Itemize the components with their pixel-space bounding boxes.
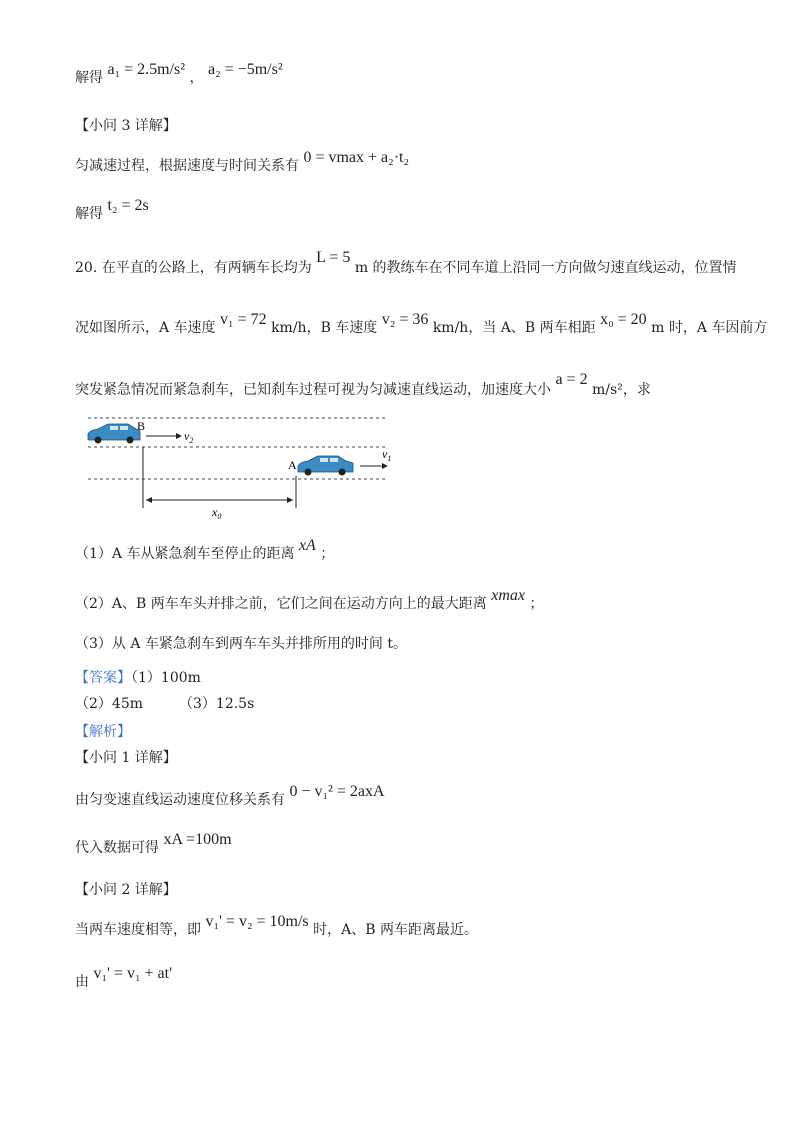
arrow-v1-head [382, 463, 388, 469]
text: （1）100m [131, 670, 201, 686]
text: 时，A、B 两车距离最近。 [313, 922, 478, 938]
text: m 的教练车在不同车道上沿同一方向做匀速直线运动，位置情 [354, 260, 737, 276]
car-b-icon [88, 424, 140, 444]
answer-line-2 [75, 694, 254, 714]
text: km/h，B 车速度 [271, 320, 378, 336]
text: （1）A 车从紧急刹车至停止的距离 [75, 546, 295, 562]
text: m 时，A 车因前方 [651, 320, 768, 336]
text: m/s²，求 [592, 382, 651, 398]
formula-v2: v₂ = 36 [381, 311, 429, 328]
label-x0-sub: 0 [217, 512, 222, 521]
text: ； [529, 596, 544, 612]
question-part-1 [75, 537, 335, 564]
arrow-v2-head [176, 433, 182, 439]
text: 代入数据可得 [75, 840, 159, 856]
formula-a1: a₁ = 2.5m/s² [107, 61, 186, 78]
sub2-header: 【小问 2 详解】 [75, 882, 177, 898]
text: km/h，当 A、B 两车相距 [432, 320, 596, 336]
sub2-line-1 [75, 913, 478, 940]
label-a: A [288, 458, 297, 472]
sub1-line-1 [75, 783, 385, 810]
formula-L: L = 5 [316, 249, 351, 266]
formula-xA: xA [298, 537, 316, 554]
formula-eq1: 0 − v₁² = 2axA [289, 783, 385, 800]
text: 突发紧急情况而紧急刹车，已知刹车过程可视为匀减速直线运动，加速度大小 [75, 382, 551, 398]
car-a-icon [298, 456, 353, 476]
label-x0 [211, 505, 221, 521]
label-v1-sub: 1 [387, 454, 392, 463]
question-20-line-3 [75, 371, 651, 400]
text: （2）A、B 两车车头并排之前，它们之间在运动方向上的最大距离 [75, 596, 487, 612]
question-20-line-1 [75, 249, 737, 278]
text: （2）45m [75, 696, 143, 712]
dimension-arrow-right [287, 497, 293, 503]
text: 解得 [75, 206, 103, 222]
sub2-line-2 [75, 965, 172, 992]
text: 解得 [75, 70, 103, 86]
question-20-line-2 [75, 311, 768, 338]
sub3-header: 【小问 3 详解】 [75, 118, 177, 134]
formula-eq4: v₁' = v₁ + at' [93, 965, 172, 982]
formula-eq3: v₁' = v₂ = 10m/s [205, 913, 309, 930]
label-v2 [184, 429, 193, 445]
text: ； [320, 546, 335, 562]
formula-vt: 0 = vmax + a₂·t₂ [303, 149, 410, 166]
text: ， [189, 70, 204, 86]
text: （3）12.5s [179, 696, 255, 712]
t2-line [75, 197, 149, 224]
analysis-tag: 【解析】 [75, 724, 131, 740]
formula-eq2: xA =100m [163, 831, 232, 848]
label-b: B [137, 419, 146, 433]
text: 当两车速度相等，即 [75, 922, 201, 938]
label-v1 [382, 447, 391, 463]
sub1-header: 【小问 1 详解】 [75, 750, 177, 766]
answer-line-1 [75, 668, 201, 688]
text: 况如图所示，A 车速度 [75, 320, 216, 336]
formula-t2: t₂ = 2s [107, 197, 149, 214]
question-part-2 [75, 587, 544, 614]
formula-xmax: xmax [491, 587, 525, 604]
formula-v1: v₁ = 72 [220, 311, 267, 328]
text: 匀减速过程，根据速度与时间关系有 [75, 158, 299, 174]
text: 由匀变速直线运动速度位移关系有 [75, 792, 285, 808]
formula-a2: a₂ = −5m/s² [207, 61, 283, 78]
answer-tag: 【答案】 [75, 670, 131, 686]
text: 20. 在平直的公路上，有两辆车长均为 [75, 260, 312, 276]
text: 由 [75, 974, 89, 990]
road-figure [80, 410, 400, 522]
vt-line [75, 149, 410, 176]
formula-x0: x₀ = 20 [600, 311, 647, 328]
dimension-arrow-left [146, 497, 152, 503]
formula-a: a = 2 [555, 371, 588, 388]
label-v2-sub: 2 [189, 436, 194, 445]
label-v1-main: v [382, 447, 388, 461]
question-part-3: （3）从 A 车紧急刹车到两车车头并排所用的时间 t。 [75, 636, 407, 652]
label-x0-main: x [212, 505, 218, 519]
sub1-line-2 [75, 831, 232, 858]
result-line-1 [75, 61, 283, 88]
label-v2-main: v [184, 429, 190, 443]
